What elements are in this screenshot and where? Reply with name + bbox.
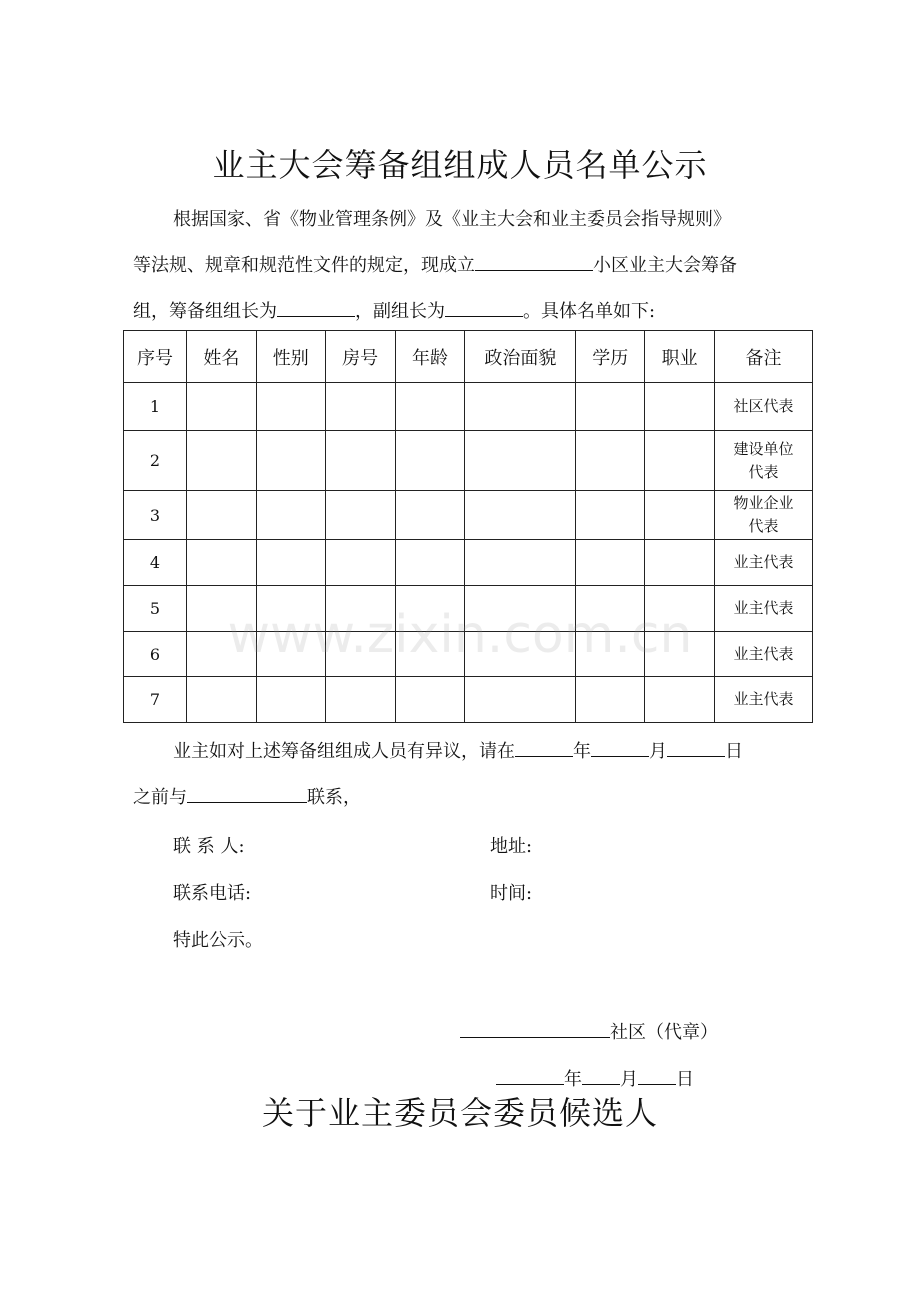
- row-remark: 业主代表: [715, 677, 813, 723]
- objection-year-label: 年: [573, 741, 591, 762]
- cell-name[interactable]: [186, 677, 256, 723]
- intro-line-2-text-b: 小区业主大会筹备: [593, 255, 737, 276]
- row-number: 6: [124, 632, 187, 677]
- row-remark: 社区代表: [715, 383, 813, 431]
- table-row: [124, 383, 813, 431]
- cell-age[interactable]: [395, 586, 465, 632]
- objection-month-blank: [591, 736, 649, 757]
- table-row: [124, 677, 813, 723]
- cell-age[interactable]: [395, 632, 465, 677]
- intro-line-3-text-c: 。具体名单如下:: [523, 301, 656, 322]
- row-remark: 建设单位代表: [715, 431, 813, 491]
- seal-label: 社区（代章）: [610, 1022, 718, 1043]
- cell-room[interactable]: [325, 383, 395, 431]
- cell-education[interactable]: [576, 586, 645, 632]
- sign-day-label: 日: [676, 1069, 694, 1090]
- row-number: 5: [124, 586, 187, 632]
- cell-name[interactable]: [186, 383, 256, 431]
- deputy-leader-blank: [445, 296, 523, 317]
- table-row: [124, 431, 813, 491]
- cell-education[interactable]: [576, 431, 645, 491]
- cell-political-status[interactable]: [465, 431, 576, 491]
- header-gender: 性别: [256, 331, 325, 383]
- intro-line-2-text-a: 等法规、规章和规范性文件的规定，现成立: [133, 255, 475, 276]
- header-education: 学历: [576, 331, 645, 383]
- objection-before-text: 之前与: [133, 787, 187, 808]
- objection-contact-text: 联系，: [307, 787, 361, 808]
- row-number: 3: [124, 491, 187, 540]
- community-seal-blank: [460, 1017, 610, 1038]
- cell-room[interactable]: [325, 491, 395, 540]
- cell-gender[interactable]: [256, 383, 325, 431]
- signature-date: [496, 1064, 694, 1091]
- cell-room[interactable]: [325, 677, 395, 723]
- header-political-status: 政治面貌: [465, 331, 576, 383]
- cell-room[interactable]: [325, 431, 395, 491]
- row-number: 4: [124, 540, 187, 586]
- cell-education[interactable]: [576, 632, 645, 677]
- cell-occupation[interactable]: [645, 491, 715, 540]
- header-seq: 序号: [124, 331, 187, 383]
- intro-line-3: [133, 289, 813, 335]
- intro-line-3-text-a: 组，筹备组组长为: [133, 301, 277, 322]
- cell-room[interactable]: [325, 586, 395, 632]
- next-section-title: 关于业主委员会委员候选人: [261, 1094, 658, 1132]
- contact-person-label: 联 系 人:: [173, 836, 245, 857]
- cell-occupation[interactable]: [645, 431, 715, 491]
- objection-text: 业主如对上述筹备组组成人员有异议，请在: [173, 741, 515, 762]
- table-row: [124, 632, 813, 677]
- cell-occupation[interactable]: [645, 540, 715, 586]
- cell-gender[interactable]: [256, 540, 325, 586]
- cell-room[interactable]: [325, 632, 395, 677]
- intro-paragraph: [133, 197, 813, 335]
- table-row: [124, 491, 813, 540]
- row-remark: 物业企业代表: [715, 491, 813, 540]
- seal-line: [460, 1017, 718, 1044]
- contact-party-blank: [187, 782, 307, 803]
- watermark: www.zixin.com.cn: [227, 605, 693, 665]
- objection-month-label: 月: [649, 741, 667, 762]
- objection-day-label: 日: [725, 741, 743, 762]
- member-table: [123, 330, 813, 723]
- cell-age[interactable]: [395, 431, 465, 491]
- table-row: [124, 586, 813, 632]
- cell-political-status[interactable]: [465, 632, 576, 677]
- objection-year-blank: [515, 736, 573, 757]
- cell-age[interactable]: [395, 383, 465, 431]
- header-name: 姓名: [186, 331, 256, 383]
- header-room: 房号: [325, 331, 395, 383]
- objection-line-2: [133, 775, 813, 821]
- community-name-blank: [475, 250, 593, 271]
- row-remark: 业主代表: [715, 632, 813, 677]
- sign-month-label: 月: [620, 1069, 638, 1090]
- page-title: 业主大会筹备组组成人员名单公示: [212, 146, 708, 184]
- cell-occupation[interactable]: [645, 677, 715, 723]
- row-number: 2: [124, 431, 187, 491]
- sign-year-label: 年: [564, 1069, 582, 1090]
- cell-name[interactable]: [186, 431, 256, 491]
- cell-gender[interactable]: [256, 491, 325, 540]
- cell-name[interactable]: [186, 586, 256, 632]
- cell-education[interactable]: [576, 383, 645, 431]
- sign-day-blank: [638, 1064, 676, 1085]
- cell-name[interactable]: [186, 540, 256, 586]
- cell-room[interactable]: [325, 540, 395, 586]
- objection-line-1: [133, 729, 813, 775]
- row-remark: 业主代表: [715, 586, 813, 632]
- cell-gender[interactable]: [256, 632, 325, 677]
- header-age: 年龄: [395, 331, 465, 383]
- cell-gender[interactable]: [256, 677, 325, 723]
- row-number: 1: [124, 383, 187, 431]
- cell-name[interactable]: [186, 632, 256, 677]
- intro-line-3-text-b: ，副组长为: [355, 301, 445, 322]
- cell-age[interactable]: [395, 491, 465, 540]
- header-occupation: 职业: [645, 331, 715, 383]
- table-header-row: [124, 331, 813, 383]
- time-label: 时间:: [490, 883, 533, 904]
- intro-line-1: 根据国家、省《物业管理条例》及《业主大会和业主委员会指导规则》: [173, 209, 731, 230]
- leader-name-blank: [277, 296, 355, 317]
- cell-occupation[interactable]: [645, 632, 715, 677]
- objection-day-blank: [667, 736, 725, 757]
- sign-month-blank: [582, 1064, 620, 1085]
- table-row: [124, 540, 813, 586]
- cell-political-status[interactable]: [465, 540, 576, 586]
- cell-gender[interactable]: [256, 431, 325, 491]
- cell-occupation[interactable]: [645, 383, 715, 431]
- address-label: 地址:: [490, 836, 533, 857]
- cell-education[interactable]: [576, 491, 645, 540]
- cell-occupation[interactable]: [645, 586, 715, 632]
- cell-political-status[interactable]: [465, 383, 576, 431]
- sign-year-blank: [496, 1064, 564, 1085]
- row-remark: 业主代表: [715, 540, 813, 586]
- cell-age[interactable]: [395, 540, 465, 586]
- cell-name[interactable]: [186, 491, 256, 540]
- announcement-text: 特此公示。: [173, 930, 263, 951]
- cell-gender[interactable]: [256, 586, 325, 632]
- cell-education[interactable]: [576, 677, 645, 723]
- cell-political-status[interactable]: [465, 677, 576, 723]
- objection-paragraph: [133, 729, 813, 821]
- cell-age[interactable]: [395, 677, 465, 723]
- row-number: 7: [124, 677, 187, 723]
- contact-phone-label: 联系电话:: [173, 883, 252, 904]
- cell-education[interactable]: [576, 540, 645, 586]
- header-remarks: 备注: [715, 331, 813, 383]
- cell-political-status[interactable]: [465, 491, 576, 540]
- intro-line-2: [133, 243, 813, 289]
- cell-political-status[interactable]: [465, 586, 576, 632]
